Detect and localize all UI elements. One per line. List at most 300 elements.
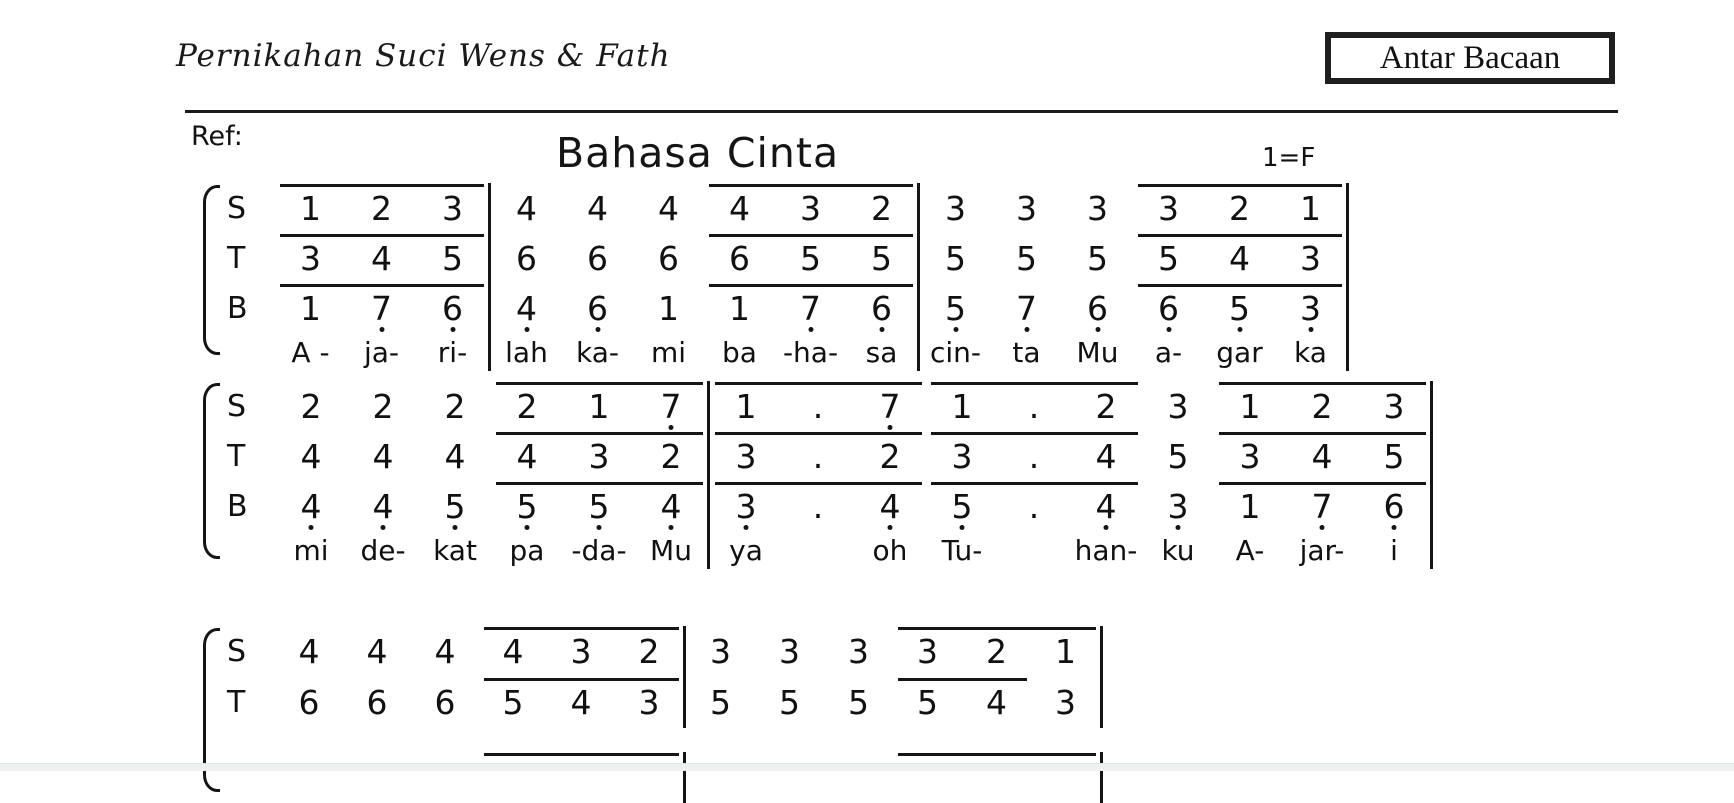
note	[1062, 183, 1133, 233]
note-digit: 2	[1311, 386, 1333, 426]
measure	[275, 431, 710, 481]
note-digit: 1	[658, 288, 679, 328]
lyric-syllable	[347, 531, 419, 569]
note	[491, 431, 563, 481]
beamed-group	[1214, 481, 1430, 531]
lyric-text: oh	[872, 533, 908, 567]
note	[998, 381, 1070, 431]
lyric-text: ta	[1012, 335, 1041, 369]
note	[417, 283, 488, 333]
note	[1070, 431, 1142, 481]
note	[846, 183, 917, 233]
voice-label: S	[227, 634, 247, 669]
low-octave-dot	[808, 327, 813, 332]
system-brace	[203, 383, 220, 559]
note-digit: 3	[945, 188, 966, 228]
lyric-text: de-	[360, 533, 406, 567]
note-digit: 6	[729, 238, 750, 278]
beamed-group	[704, 283, 917, 333]
note-digit: 3	[779, 632, 800, 671]
lyric-text: gar	[1216, 335, 1263, 369]
note	[419, 481, 491, 531]
beamed-group	[491, 481, 707, 531]
note	[755, 626, 824, 677]
note	[563, 431, 635, 481]
note	[491, 233, 562, 283]
note	[343, 752, 411, 803]
note	[686, 752, 755, 803]
note	[846, 283, 917, 333]
note	[615, 677, 683, 728]
beamed-group	[710, 381, 926, 431]
note-digit: 2	[879, 436, 901, 476]
lyric-text: ka	[1294, 335, 1327, 369]
note-digit: 1	[1239, 386, 1261, 426]
beamed-group	[479, 626, 683, 677]
lyric-text: A -	[291, 335, 330, 369]
note-digit: 6	[587, 238, 608, 278]
measure	[920, 233, 1349, 283]
note	[547, 677, 615, 728]
low-octave-dot	[597, 525, 602, 530]
low-octave-dot	[1320, 525, 1325, 530]
lyric-text: kat	[433, 533, 477, 567]
beamed-group	[710, 481, 926, 531]
low-octave-dot	[1176, 525, 1181, 530]
note	[275, 283, 346, 333]
note-digit: 5	[871, 238, 892, 278]
voice-row	[218, 431, 1433, 481]
note	[710, 381, 782, 431]
note	[1142, 381, 1214, 431]
beamed-group	[893, 626, 1100, 677]
beamed-group	[491, 381, 707, 431]
beamed-group	[275, 283, 488, 333]
note-digit: 3	[1016, 188, 1037, 228]
system-brace	[203, 185, 220, 355]
low-octave-dot	[669, 525, 674, 530]
note-digit: 1	[300, 188, 321, 228]
note	[926, 381, 998, 431]
lyric-syllable	[998, 531, 1070, 569]
note-digit: 5	[1016, 238, 1037, 278]
beamed-group	[704, 183, 917, 233]
note	[635, 481, 707, 531]
lyrics-measure	[710, 531, 1433, 569]
note	[275, 626, 343, 677]
note-digit: 1	[951, 386, 973, 426]
measure	[275, 381, 710, 431]
note-digit: 2	[300, 386, 322, 426]
beamed-group	[491, 431, 707, 481]
measure	[275, 626, 686, 677]
note-digit: 1	[1055, 632, 1076, 671]
measure	[710, 431, 1433, 481]
low-octave-dot	[379, 327, 384, 332]
note	[275, 481, 347, 531]
lyrics-measure	[275, 531, 710, 569]
lyric-text: A-	[1235, 533, 1265, 567]
note	[926, 431, 998, 481]
note-digit: .	[1028, 486, 1040, 526]
note	[1214, 431, 1286, 481]
note	[775, 283, 846, 333]
note-digit: 4	[300, 436, 322, 476]
note	[962, 677, 1031, 728]
note	[1133, 233, 1204, 283]
low-octave-dot	[1104, 525, 1109, 530]
voice-row	[218, 283, 1349, 333]
note-digit: 6	[871, 288, 892, 328]
lyric-text: pa	[509, 533, 545, 567]
voice-label: T	[227, 438, 246, 474]
note-digit: 5	[848, 683, 869, 722]
lyrics-row	[218, 333, 1349, 371]
note	[1133, 183, 1204, 233]
note-digit: 5	[710, 683, 731, 722]
voice-label: S	[227, 190, 247, 226]
note-digit: 2	[372, 386, 394, 426]
note	[704, 233, 775, 283]
note-digit: 5	[917, 683, 938, 722]
system-rows	[218, 381, 1433, 569]
note-digit: 6	[298, 683, 320, 722]
note	[704, 183, 775, 233]
lyric-syllable	[491, 333, 562, 371]
note-digit: 5	[442, 238, 463, 278]
note-digit: 3	[800, 188, 821, 228]
beamed-group	[704, 233, 917, 283]
note	[491, 183, 562, 233]
note	[635, 431, 707, 481]
lyric-syllable	[710, 531, 782, 569]
note	[491, 283, 562, 333]
note	[1358, 381, 1430, 431]
note-digit: 3	[1055, 683, 1076, 722]
lyric-syllable	[846, 333, 917, 371]
note-digit: 4	[372, 486, 394, 526]
note-digit: 5	[1383, 436, 1405, 476]
note	[491, 381, 563, 431]
note-digit: 6	[1087, 288, 1108, 328]
note	[824, 626, 893, 677]
note	[782, 481, 854, 531]
lyric-text: Mu	[650, 533, 692, 567]
voice-row	[218, 752, 1103, 803]
beamed-group	[275, 183, 488, 233]
note	[1275, 233, 1346, 283]
measure	[275, 481, 710, 531]
note	[1214, 481, 1286, 531]
note-digit: 1	[1300, 188, 1321, 228]
voice-row	[218, 626, 1103, 677]
note	[615, 752, 683, 803]
lyric-text: ku	[1161, 533, 1195, 567]
note	[1286, 381, 1358, 431]
note-digit: 4	[986, 683, 1007, 722]
note-digit: 2	[871, 188, 892, 228]
lyric-syllable	[991, 333, 1062, 371]
note-digit: 7	[1016, 288, 1037, 328]
note-digit: 5	[951, 486, 973, 526]
low-octave-dot	[381, 525, 386, 530]
beamed-group	[926, 431, 1142, 481]
note	[920, 233, 991, 283]
note	[846, 233, 917, 283]
note	[275, 183, 346, 233]
note	[479, 626, 547, 677]
score-system	[203, 381, 1433, 569]
note-digit: 2	[444, 386, 466, 426]
voice-row	[218, 677, 1103, 728]
beamed-group	[1133, 183, 1346, 233]
lyric-syllable	[1204, 333, 1275, 371]
note	[419, 381, 491, 431]
note-digit: 3	[917, 632, 938, 671]
note	[686, 677, 755, 728]
note-digit: 7	[800, 288, 821, 328]
note-digit: 5	[1229, 288, 1250, 328]
note-digit: 3	[1239, 436, 1261, 476]
lyric-text: ka-	[576, 335, 619, 369]
note-digit: 3	[1158, 188, 1179, 228]
note-digit: 7	[371, 288, 392, 328]
song-title: Bahasa Cinta	[556, 129, 840, 177]
note	[926, 481, 998, 531]
low-octave-dot	[1392, 525, 1397, 530]
measure	[920, 283, 1349, 333]
lyric-syllable	[920, 333, 991, 371]
measure	[275, 283, 491, 333]
lyrics-measure	[920, 333, 1349, 371]
low-octave-dot	[953, 327, 958, 332]
note	[346, 233, 417, 283]
lyric-syllable	[775, 333, 846, 371]
note-digit: 5	[502, 683, 524, 722]
note	[1275, 283, 1346, 333]
note-digit: 5	[1087, 238, 1108, 278]
note-digit: 3	[1167, 386, 1189, 426]
measure	[686, 626, 1103, 677]
low-octave-dot	[1166, 327, 1171, 332]
note	[920, 283, 991, 333]
page-bottom-edge	[0, 763, 1734, 771]
note-digit: 5	[444, 486, 466, 526]
document-script-title: Pernikahan Suci Wens & Fath	[176, 38, 671, 74]
note	[563, 481, 635, 531]
note	[547, 752, 615, 803]
note	[1031, 677, 1100, 728]
note-digit: 1	[1239, 486, 1261, 526]
note	[686, 626, 755, 677]
lyric-text: ja-	[363, 335, 400, 369]
lyric-syllable	[275, 531, 347, 569]
lyric-syllable	[1214, 531, 1286, 569]
note	[562, 183, 633, 233]
note	[417, 183, 488, 233]
note	[343, 626, 411, 677]
lyric-syllable	[1142, 531, 1214, 569]
note	[563, 381, 635, 431]
note-digit: 6	[434, 683, 456, 722]
antar-bacaan-box	[1325, 32, 1615, 84]
note	[854, 431, 926, 481]
beamed-group	[926, 381, 1142, 431]
measure	[920, 183, 1349, 233]
note-digit: 3	[735, 436, 757, 476]
note-digit: 3	[442, 188, 463, 228]
note	[782, 431, 854, 481]
low-octave-dot	[450, 327, 455, 332]
note-digit: .	[1028, 436, 1040, 476]
note-digit: 6	[366, 683, 388, 722]
note	[775, 233, 846, 283]
beamed-group	[710, 431, 926, 481]
note	[893, 752, 962, 803]
beamed-group	[1214, 381, 1430, 431]
low-octave-dot	[669, 425, 674, 430]
note-digit: 5	[779, 683, 800, 722]
note-digit: 4	[879, 486, 901, 526]
lyric-text: cin-	[929, 335, 982, 369]
beamed-group	[926, 481, 1142, 531]
lyric-syllable	[1358, 531, 1430, 569]
lyric-syllable	[1062, 333, 1133, 371]
note	[1204, 183, 1275, 233]
low-octave-dot	[1308, 327, 1313, 332]
note	[1286, 481, 1358, 531]
note	[998, 431, 1070, 481]
lyric-syllable	[419, 531, 491, 569]
note	[547, 626, 615, 677]
ref-label: Ref:	[191, 121, 243, 152]
note	[1358, 431, 1430, 481]
note	[1070, 481, 1142, 531]
note	[346, 283, 417, 333]
note-digit: 1	[300, 288, 321, 328]
note	[710, 431, 782, 481]
lyric-syllable	[491, 531, 563, 569]
antar-bacaan-label: Antar Bacaan	[1379, 39, 1561, 76]
beamed-group	[1214, 431, 1430, 481]
note	[1062, 283, 1133, 333]
low-octave-dot	[525, 525, 530, 530]
note	[275, 431, 347, 481]
note	[275, 233, 346, 283]
note-digit: 2	[516, 386, 538, 426]
lyric-text: sa	[865, 335, 898, 369]
note-digit: 4	[444, 436, 466, 476]
note-digit: 4	[1095, 486, 1117, 526]
lyric-text: i	[1390, 533, 1398, 567]
beamed-group	[275, 233, 488, 283]
voice-label: B	[227, 290, 248, 326]
note-digit: 6	[1383, 486, 1405, 526]
note-digit: 6	[516, 238, 537, 278]
note-digit: 4	[658, 188, 679, 228]
note-digit: 2	[986, 632, 1007, 671]
note-digit: 4	[516, 288, 537, 328]
lyric-text: han-	[1074, 533, 1138, 567]
note-digit: 3	[1383, 386, 1405, 426]
low-octave-dot	[309, 525, 314, 530]
lyric-text: -ha-	[782, 335, 839, 369]
beamed-group	[1133, 233, 1346, 283]
lyric-syllable	[1133, 333, 1204, 371]
note	[1031, 752, 1100, 803]
note	[824, 677, 893, 728]
note	[562, 233, 633, 283]
low-octave-dot	[1237, 327, 1242, 332]
note	[275, 752, 343, 803]
note-digit: 3	[848, 632, 869, 671]
note-digit: 2	[371, 188, 392, 228]
note	[419, 431, 491, 481]
note-digit: 4	[502, 632, 524, 671]
low-octave-dot	[744, 525, 749, 530]
note-digit: 5	[1167, 436, 1189, 476]
note	[824, 752, 893, 803]
voice-label	[218, 752, 275, 803]
score-system	[203, 183, 1349, 371]
note	[1031, 626, 1100, 677]
lyrics-label-spacer	[218, 531, 275, 569]
system-rows	[218, 626, 1103, 803]
note-digit: 3	[570, 632, 592, 671]
note-digit: 2	[1229, 188, 1250, 228]
note-digit: 4	[729, 188, 750, 228]
note-digit: 5	[1158, 238, 1179, 278]
beamed-group	[479, 677, 683, 728]
measure	[275, 183, 491, 233]
lyric-syllable	[926, 531, 998, 569]
lyric-syllable	[1070, 531, 1142, 569]
note-digit: .	[812, 386, 824, 426]
note-digit: 7	[1311, 486, 1333, 526]
lyric-syllable	[854, 531, 926, 569]
lyric-text: jar-	[1299, 533, 1345, 567]
lyric-text: Tu-	[941, 533, 983, 567]
lyrics-label-spacer	[218, 333, 275, 371]
lyric-syllable	[562, 333, 633, 371]
voice-row	[218, 481, 1433, 531]
note-digit: 4	[298, 632, 320, 671]
lyric-syllable	[704, 333, 775, 371]
note	[633, 233, 704, 283]
note-digit: 4	[660, 486, 682, 526]
lyrics-measure	[275, 333, 491, 371]
note-digit: 3	[710, 632, 731, 671]
note-digit: 2	[638, 632, 660, 671]
note-digit: 3	[1300, 288, 1321, 328]
note	[775, 183, 846, 233]
lyric-syllable	[1275, 333, 1346, 371]
note	[962, 752, 1031, 803]
lyric-text: mi	[650, 335, 687, 369]
lyric-text: mi	[293, 533, 329, 567]
lyric-text: ya	[729, 533, 763, 567]
note	[854, 481, 926, 531]
note	[920, 183, 991, 233]
note-digit: 4	[300, 486, 322, 526]
note	[1214, 381, 1286, 431]
note-digit: 4	[372, 436, 394, 476]
note-digit: 3	[588, 436, 610, 476]
lyric-text: ba	[722, 335, 757, 369]
note	[633, 283, 704, 333]
score-system	[203, 626, 1103, 803]
note	[346, 183, 417, 233]
